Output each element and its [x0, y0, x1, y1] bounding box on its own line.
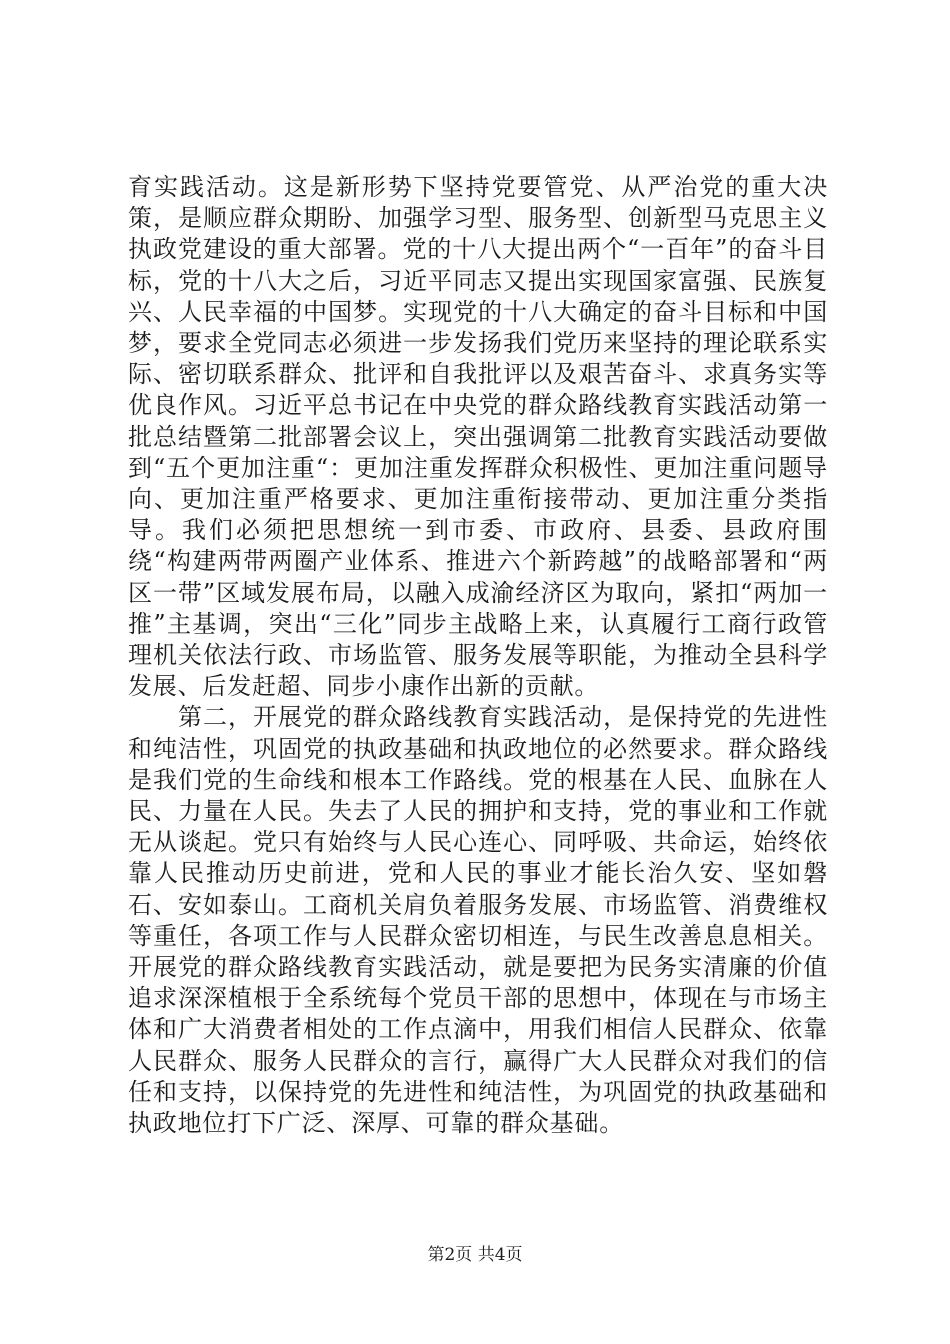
page-number-footer: 第2页 共4页	[427, 1245, 523, 1265]
paragraph-second-point: 第二，开展党的群众路线教育实践活动，是保持党的先进性和纯洁性，巩固党的执政基础和执政地位的必然要求。群众路线是我们党的生命线和根本工作路线。党的根基在人民、血脉在人民、力量在人民。失去了人民的拥护和支持，党的事业和工作就无从谈起。党只有始终与人民心连心、同呼吸、共命运，始终依靠人民推动历史前进，党和人民的事业才能长治久安、坚如磐石、安如泰山。工商机关肩负着服务发展、市场监管、消费维权等重任，各项工作与人民群众密切相连，与民生改善息息相关。开展党的群众路线教育实践活动，就是要把为民务实清廉的价值追求深深植根于全系统每个党员干部的思想中，体现在与市场主体和广大消费者相处的工作点滴中，用我们相信人民群众、依靠人民群众、服务人民群众的言行，赢得广大人民群众对我们的信任和支持，以保持党的先进性和纯洁性，为巩固党的执政基础和执政地位打下广泛、深厚、可靠的群众基础。	[128, 703, 828, 1138]
document-body	[128, 172, 828, 1139]
paragraph-continuation: 育实践活动。这是新形势下坚持党要管党、从严治党的重大决策，是顺应群众期盼、加强学习型、服务型、创新型马克思主义执政党建设的重大部署。党的十八大提出两个“一百年”的奋斗目标，党的十八大之后，习近平同志又提出实现国家富强、民族复兴、人民幸福的中国梦。实现党的十八大确定的奋斗目标和中国梦，要求全党同志必须进一步发扬我们党历来坚持的理论联系实际、密切联系群众、批评和自我批评以及艰苦奋斗、求真务实等优良作风。习近平总书记在中央党的群众路线教育实践活动第一批总结暨第二批部署会议上，突出强调第二批教育实践活动要做到“五个更加注重“：更加注重发挥群众积极性、更加注重问题导向、更加注重严格要求、更加注重衔接带动、更加注重分类指导。我们必须把思想统一到市委、市政府、县委、县政府围绕“构建两带两圈产业体系、推进六个新跨越”的战略部署和“两区一带”区域发展布局，以融入成渝经济区为取向，紧扣“两加一推”主基调，突出“三化”同步主战略上来，认真履行工商行政管理机关依法行政、市场监管、服务发展等职能，为推动全县科学发展、后发赶超、同步小康作出新的贡献。	[128, 173, 828, 701]
